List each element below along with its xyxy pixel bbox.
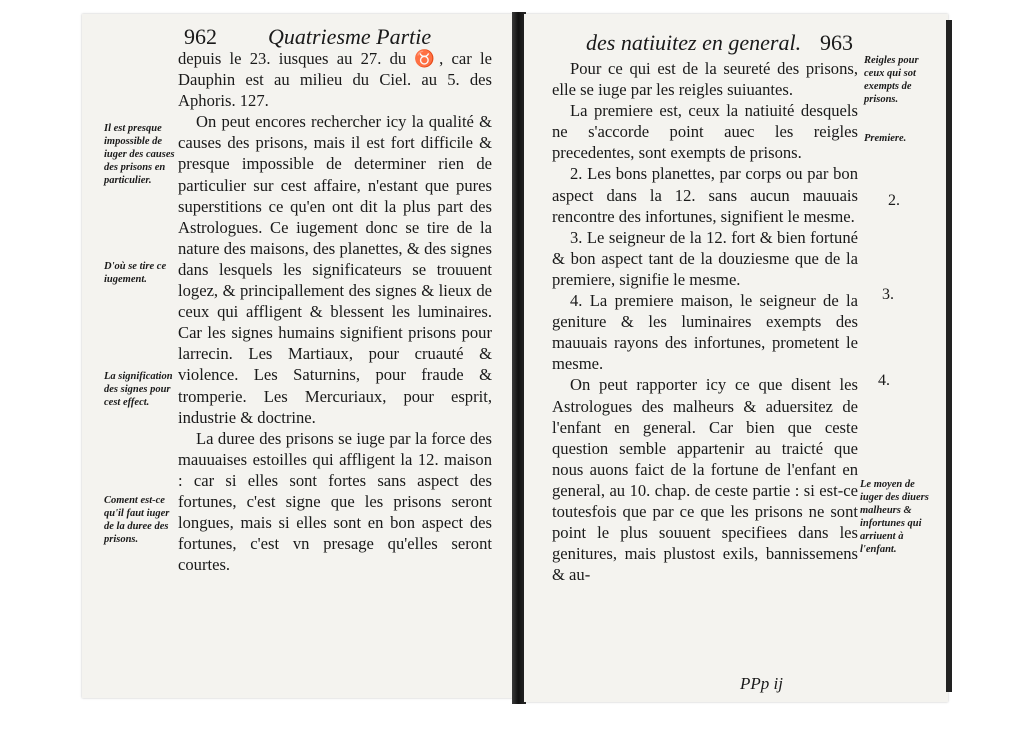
paragraph: La premiere est, ceux la natiuité desquels ne s'accorde point auec les reigles precedentes, sont exempts de prisons.: [552, 101, 858, 163]
margin-number-4: 4.: [878, 372, 890, 389]
margin-note-duration: Coment est-ce qu'il faut iuger de la duree des prisons.: [104, 495, 170, 545]
margin-note-impossible: Il est presque impossible de iuger des causes des prisons en particulier.: [104, 123, 175, 186]
paragraph: On peut rapporter icy ce que disent les Astrologues des malheurs & aduersitez de l'enfant en general. Car bien que ceste question semble appartenir au traicté que nous auons faict de la fortune de l'enfant en general, au 10. chap. de ceste partie : si est-ce toutesfois que par ce que les prisons ne sont point le plus souuent specifiees dans les genitures, mais plustost exils, bannissemens & au-: [552, 375, 858, 585]
right-text-block: [552, 58, 858, 585]
margin-note-origin: D'où se tire ce iugement.: [104, 261, 167, 285]
paragraph: Pour ce qui est de la seureté des prisons, elle se iuge par les reigles suiuantes.: [552, 59, 858, 100]
margin-note-misfortunes: Le moyen de iuger des diuers malheurs & infortunes qui arriuent à l'enfant.: [860, 479, 929, 555]
margin-note-rules: Reigles pour ceux qui sot exempts de prisons.: [864, 55, 919, 105]
page-edge: [946, 20, 952, 692]
paragraph: 4. La premiere maison, le seigneur de la geniture & les luminaires exempts des mauuais rayons des infortunes, prometent le mesme.: [552, 291, 858, 374]
left-text-block: [178, 48, 492, 575]
paragraph: On peut encores rechercher icy la qualité & causes des prisons, mais il est fort difficile & presque impossible de determiner rien de particulier sur cest affaire, n'estant que pures superstitions ce qu'en ont dit la plus part des Astrologues. Ce iugement donc se tire de la nature des maisons, des planettes, & des signes dans lesquels les significateurs se trouuent logez, & principallement des signes & lieux de ceux qui affligent & blessent les luminaires. Car les signes humains signifient prisons pour larrecin. Les Martiaux, pour cruauté & violence. Les Saturnins, pour fraude & tromperie. Les Mercuriaux, pour esprit, industrie & doctrine.: [178, 112, 492, 427]
left-page: [82, 14, 514, 698]
left-running-head: Quatriesme Partie: [268, 24, 432, 49]
paragraph: La duree des prisons se iuge par la force des mauuaises estoilles qui affligent la 12. maison : car si elles sont fortes sans aspect des fortunes, c'est signe que les prisons seront longues, mais si elles sont en bon aspect des fortunes, c'est vn presage qu'elles seront courtes.: [178, 428, 492, 575]
right-page: [524, 14, 948, 702]
margin-note-signs: La signification des signes pour cest effect.: [104, 371, 173, 408]
margin-number-2: 2.: [888, 192, 900, 209]
right-page-number: 963: [820, 30, 853, 55]
right-running-head: des natiuitez en general.: [586, 30, 802, 55]
left-page-number: 962: [184, 24, 217, 49]
paragraph: 3. Le seigneur de la 12. fort & bien fortuné & bon aspect tant de la douziesme que de la premiere, signifie le mesme.: [552, 227, 858, 289]
margin-number-3: 3.: [882, 286, 894, 303]
margin-note-first: Premiere.: [864, 133, 907, 144]
paragraph: 2. Les bons planettes, par corps ou par bon aspect dans la 12. sans aucun mauuais rencontre des infortunes, signifient le mesme.: [552, 164, 858, 226]
signature-mark: PPp ij: [740, 674, 783, 693]
paragraph: depuis le 23. iusques au 27. du ♉, car le Dauphin est au milieu du Ciel. au 5. des Aphoris. 127.: [178, 49, 492, 111]
